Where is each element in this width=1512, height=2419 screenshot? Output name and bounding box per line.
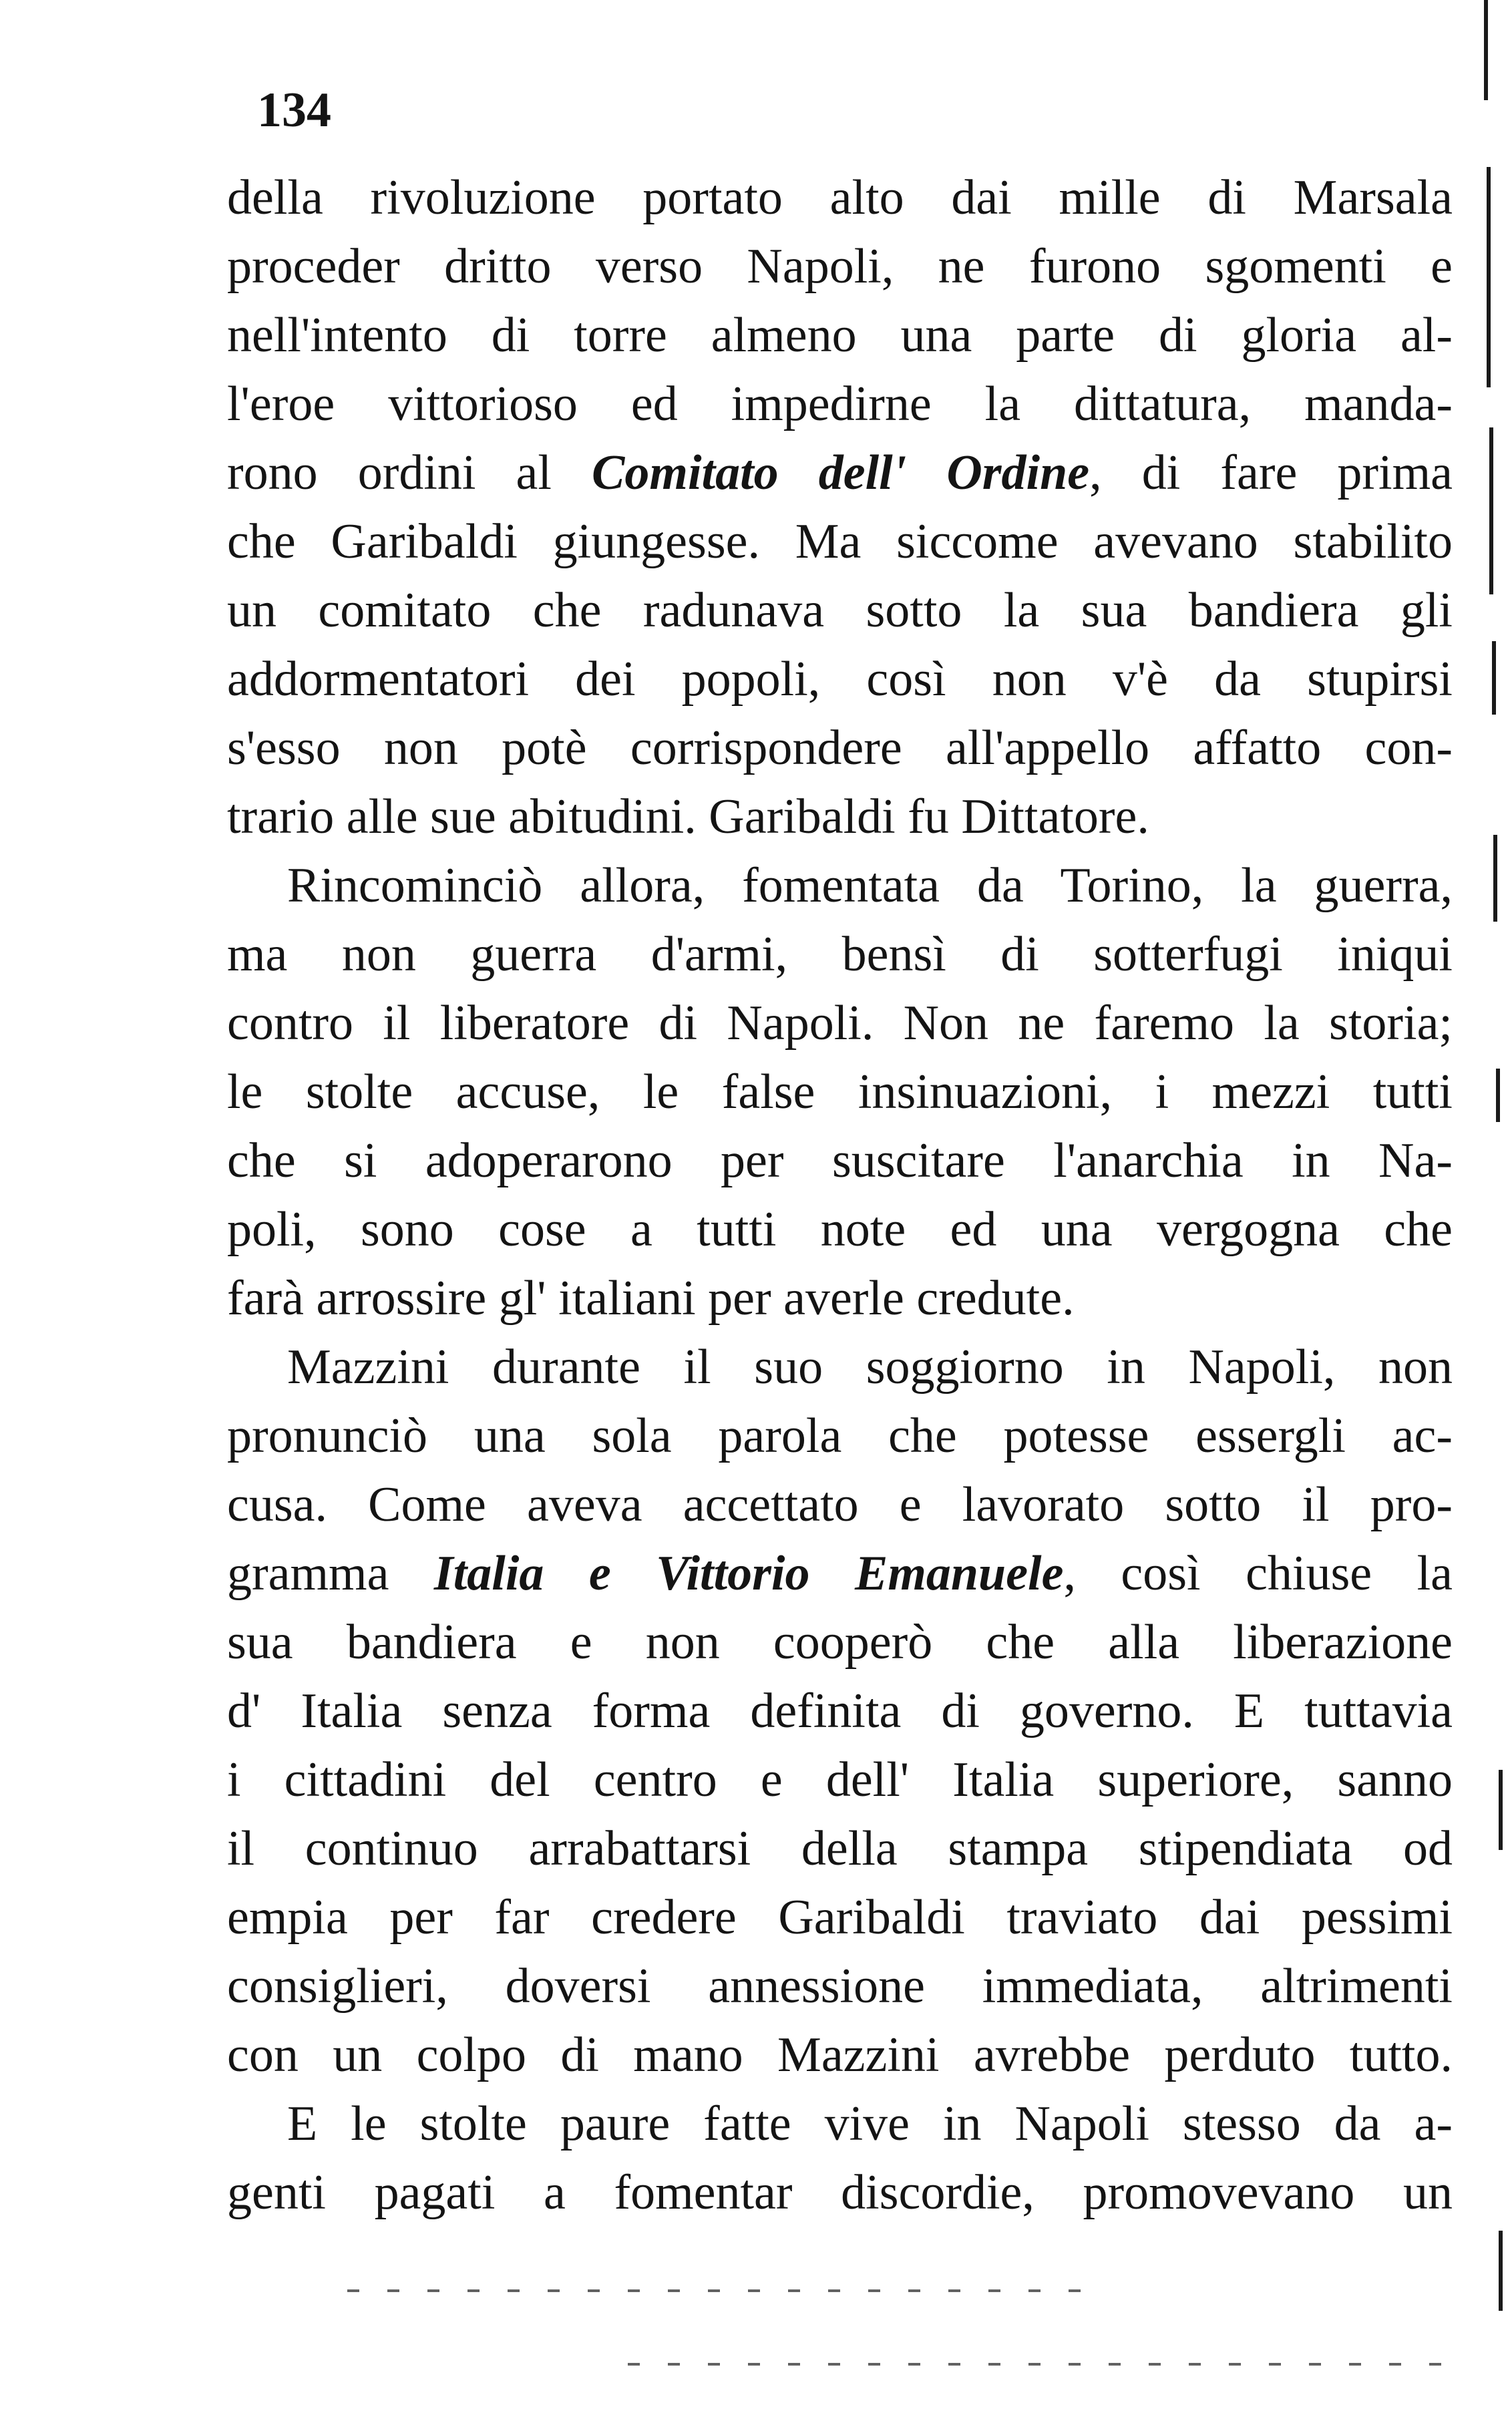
text-line: che Garibaldi giungesse. Ma siccome avevano stabilito: [227, 514, 1453, 569]
scan-edge-mark: [1499, 1770, 1503, 1850]
text-line: addormentatori dei popoli, così non v'è da stupirsi: [227, 652, 1453, 707]
text-line: trario alle sue abitudini. Garibaldi fu Dittatore.: [227, 789, 1149, 844]
text-line: d' Italia senza forma definita di governo. E tuttavia: [227, 1684, 1453, 1738]
text-fragment: , di fare prima: [1089, 445, 1453, 500]
scan-edge-mark: [1484, 0, 1488, 100]
text-line: [227, 439, 1453, 508]
text-line: consiglieri, doversi annessione immediata, altrimenti: [227, 1959, 1453, 2014]
text-line: Mazzini durante il suo soggiorno in Napoli, non: [287, 1340, 1453, 1394]
text-line: s'esso non potè corrispondere all'appello affatto con-: [227, 721, 1453, 775]
text-line: che si adoperarono per suscitare l'anarchia in Na-: [227, 1133, 1453, 1188]
text-line: nell'intento di torre almeno una parte di gloria al-: [227, 308, 1453, 363]
text-line: proceder dritto verso Napoli, ne furono sgomenti e: [227, 239, 1453, 294]
scan-edge-mark: [1493, 835, 1497, 922]
scan-edge-mark: [1489, 427, 1493, 594]
text-line: [227, 1539, 1453, 1608]
text-line: contro il liberatore di Napoli. Non ne faremo la storia;: [227, 996, 1453, 1051]
text-line: pronunciò una sola parola che potesse essergli ac-: [227, 1409, 1453, 1463]
scan-edge-mark: [1499, 2231, 1503, 2311]
text-line: farà arrossire gl' italiani per averle credute.: [227, 1271, 1075, 1326]
page-number: 134: [257, 83, 331, 138]
text-line: i cittadini del centro e dell' Italia superiore, sanno: [227, 1752, 1453, 1807]
italic-title: Italia e Vittorio Emanuele: [433, 1546, 1064, 1601]
text-line: le stolte accuse, le false insinuazioni, i mezzi tutti: [227, 1065, 1453, 1119]
text-fragment: , così chiuse la: [1063, 1546, 1453, 1601]
italic-title: Comitato dell' Ordine: [592, 445, 1090, 500]
text-line: poli, sono cose a tutti note ed una vergogna che: [227, 1202, 1453, 1257]
scan-edge-mark: [1492, 641, 1496, 715]
text-line: con un colpo di mano Mazzini avrebbe perduto tutto.: [227, 2028, 1453, 2082]
text-fragment: rono ordini al: [227, 445, 592, 500]
text-line: cusa. Come aveva accettato e lavorato sotto il pro-: [227, 1477, 1453, 1532]
text-line: il continuo arrabattarsi della stampa stipendiata od: [227, 1821, 1453, 1876]
scan-noise-row: [347, 2289, 1082, 2292]
text-line: un comitato che radunava sotto la sua bandiera gli: [227, 583, 1453, 638]
text-line: genti pagati a fomentar discordie, promovevano un: [227, 2165, 1453, 2220]
body-text: [227, 164, 1453, 2227]
text-line: Rincominciò allora, fomentata da Torino, la guerra,: [287, 858, 1453, 913]
text-line: della rivoluzione portato alto dai mille di Marsala: [227, 170, 1453, 225]
scan-edge-mark: [1496, 1069, 1500, 1122]
text-line: l'eroe vittorioso ed impedirne la dittatura, manda-: [227, 377, 1453, 431]
scan-noise-row: [628, 2363, 1443, 2366]
text-line: ma non guerra d'armi, bensì di sotterfugi iniqui: [227, 927, 1453, 982]
text-fragment: gramma: [227, 1546, 434, 1601]
text-line: E le stolte paure fatte vive in Napoli stesso da a-: [287, 2096, 1453, 2151]
text-line: empia per far credere Garibaldi traviato dai pessimi: [227, 1890, 1453, 1945]
scan-edge-mark: [1487, 167, 1491, 387]
text-line: sua bandiera e non cooperò che alla liberazione: [227, 1615, 1453, 1670]
